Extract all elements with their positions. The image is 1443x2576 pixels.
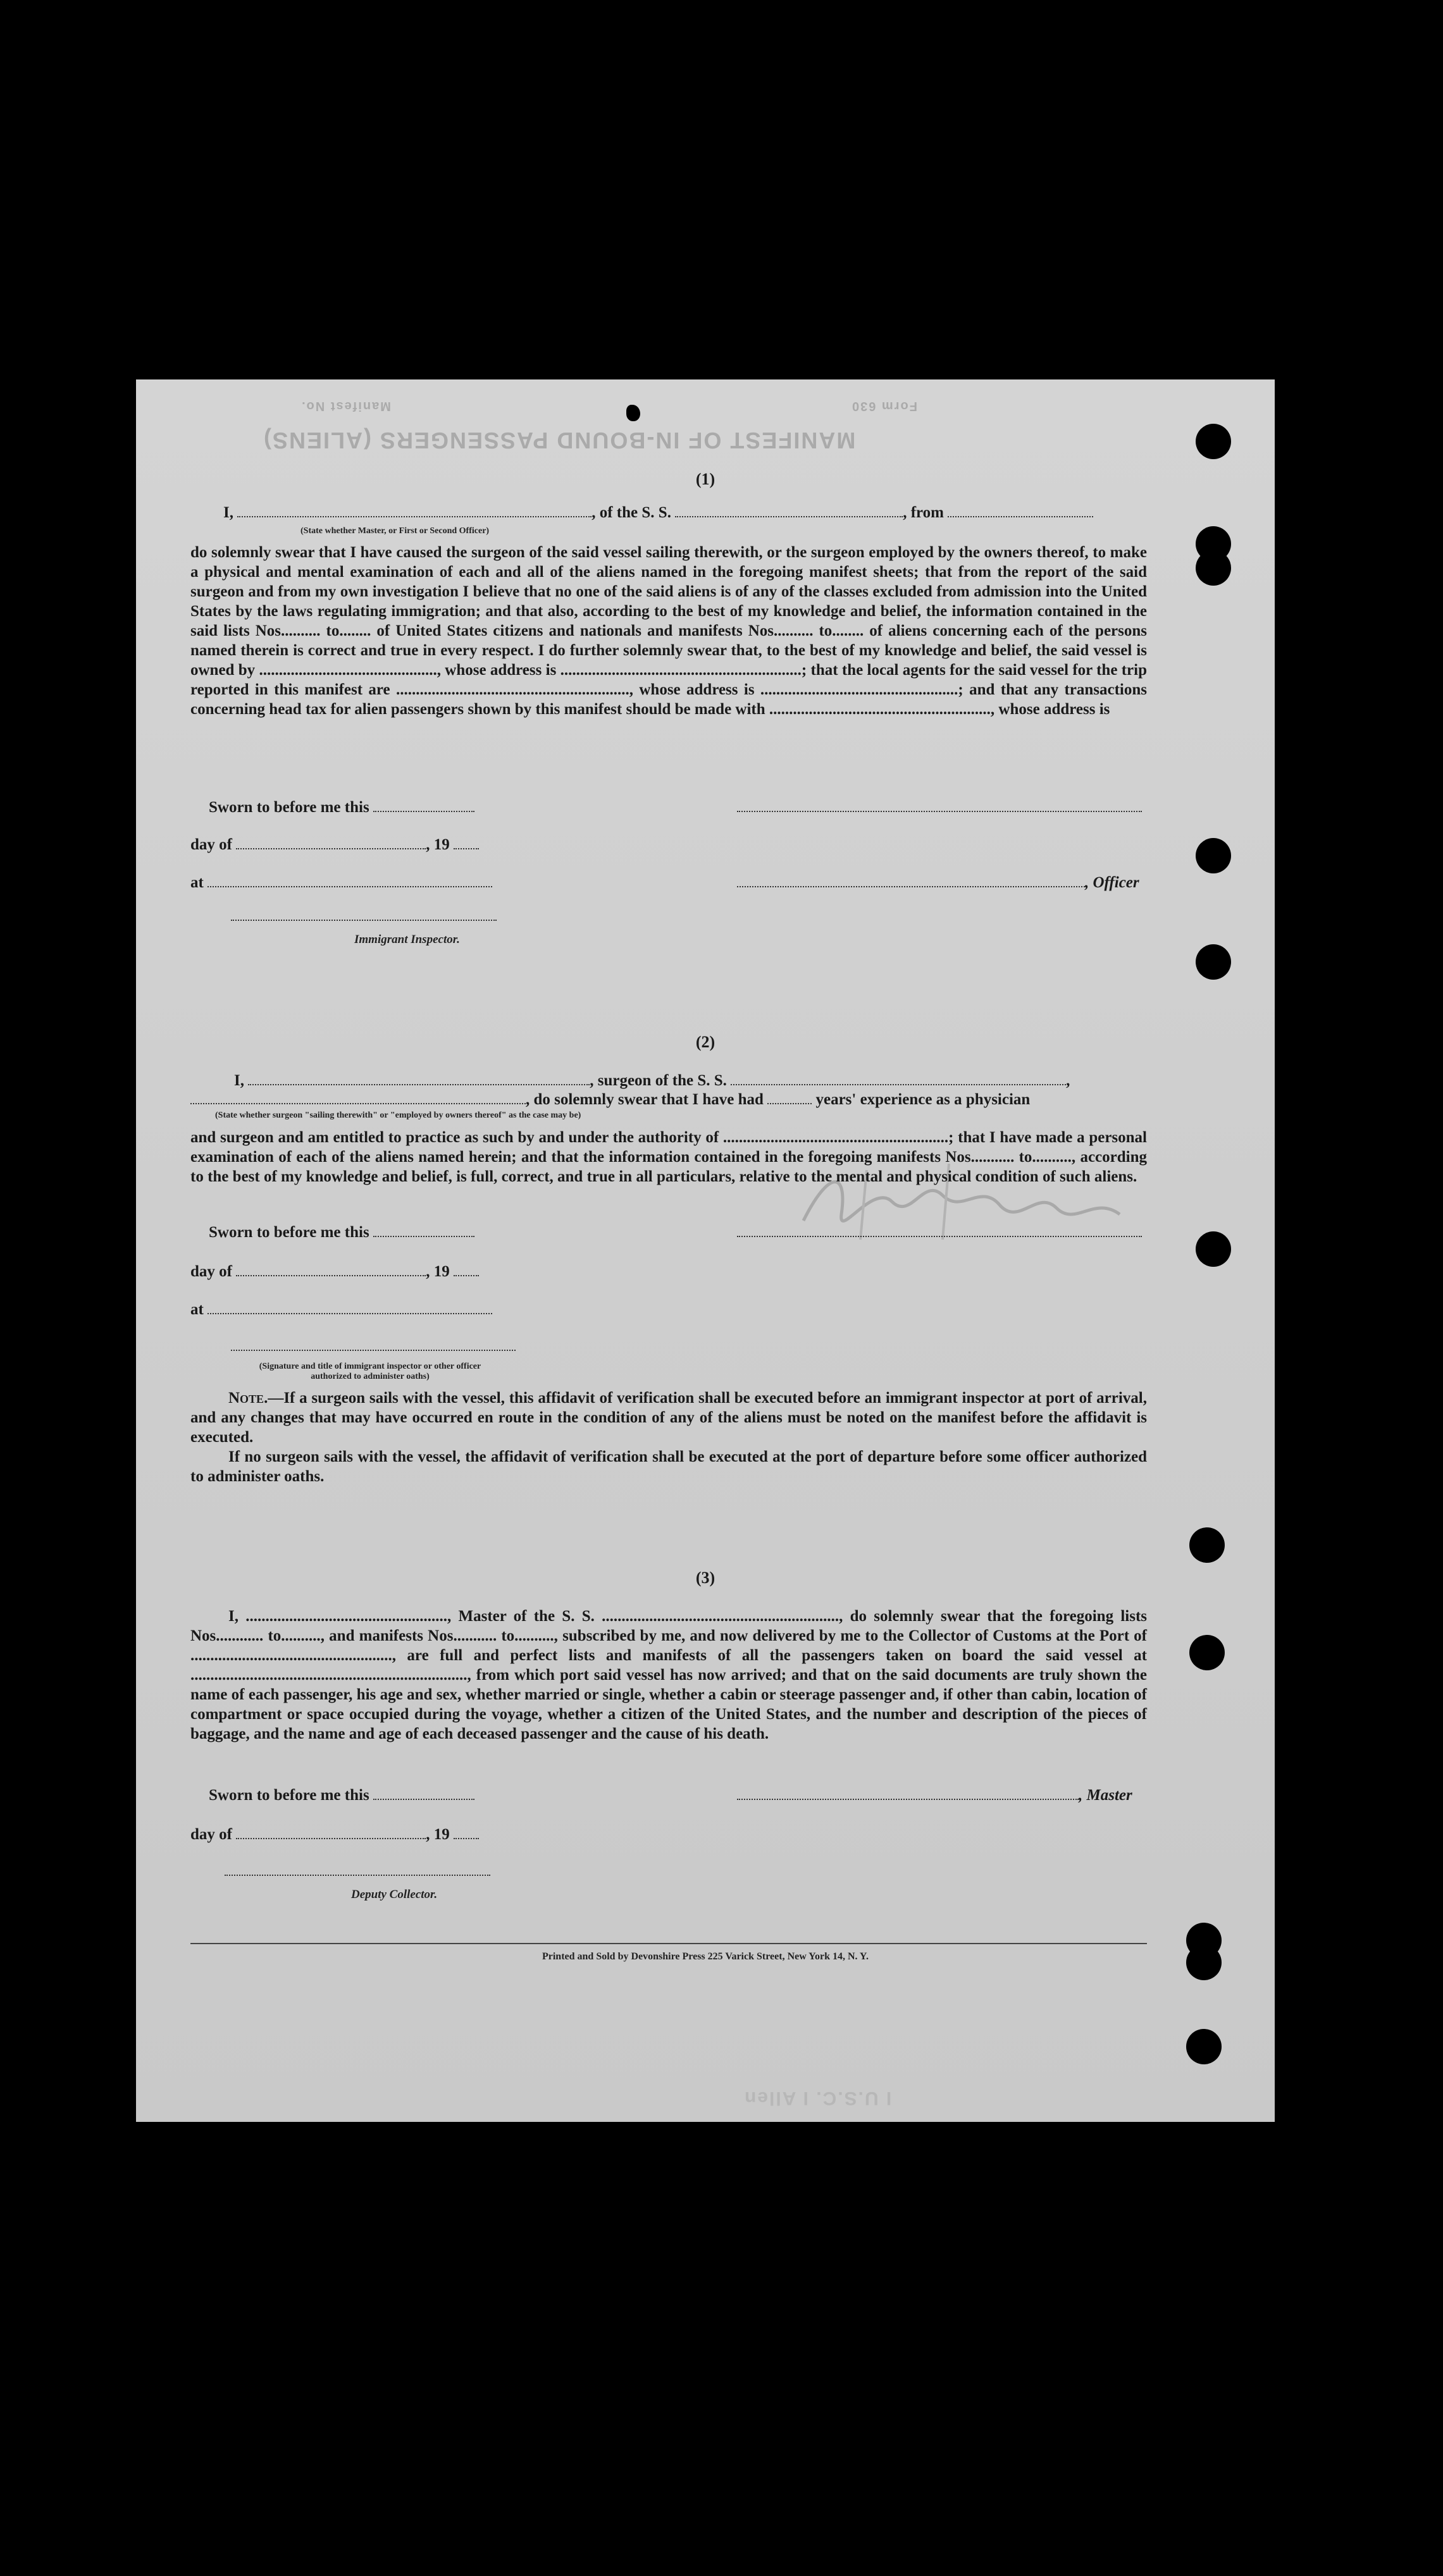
section-2-number: (2): [695, 1033, 715, 1051]
punch-hole: [1189, 1527, 1225, 1563]
section-1-inspector-sig-field[interactable]: [231, 920, 497, 921]
section-1-day-field[interactable]: [236, 848, 426, 849]
section-3-day-field[interactable]: [236, 1838, 426, 1839]
section-1-body: [190, 543, 1147, 719]
section-2-sworn-label: Sworn to before me this: [209, 1224, 369, 1241]
section-1-number: (1): [695, 470, 715, 488]
section-3-master-label: , Master: [1079, 1787, 1132, 1804]
punch-hole: [1196, 1231, 1231, 1267]
section-2-day-field[interactable]: [236, 1275, 426, 1276]
punch-hole: [1186, 1945, 1222, 1980]
section-2-sig-caption: (Signature and title of immigrant inspector or other officer authorized to administer oaths): [259, 1362, 481, 1381]
section-1-officer-line: [737, 874, 1139, 892]
section-3-master-field[interactable]: [737, 1799, 1079, 1800]
section-2-at-label: at: [190, 1301, 204, 1318]
ghost-manifest-number: Manifest No.: [300, 399, 391, 413]
ink-blot: [626, 405, 640, 421]
punch-hole: [1186, 2029, 1222, 2064]
surgeon-name-field[interactable]: [248, 1084, 590, 1085]
ghost-form-number: Form 630: [851, 399, 917, 413]
section-2-line-1: I, , surgeon of the S. S. ,: [234, 1072, 1070, 1089]
punch-hole: [1196, 424, 1231, 459]
section-1-at-label: at: [190, 874, 204, 891]
section-2-vessel-field[interactable]: [731, 1084, 1066, 1085]
section-2-day-line: [190, 1263, 479, 1281]
section-2-signature-field[interactable]: [737, 1236, 1142, 1237]
section-1-year-label: , 19: [426, 836, 450, 853]
section-1-year-field[interactable]: [454, 848, 479, 849]
section-3-body: [190, 1606, 1147, 1744]
section-1-caption: (State whether Master, or First or Second Officer): [300, 526, 490, 536]
section-1-inspector-sig-line: [231, 908, 497, 925]
punch-hole: [1189, 1635, 1225, 1670]
section-2-years: years' experience as a physician: [815, 1091, 1031, 1108]
surgeon-status-field[interactable]: [190, 1103, 526, 1104]
section-2-sworn-date-field[interactable]: [373, 1236, 474, 1237]
footer-rule: [190, 1943, 1147, 1944]
section-1-of-ss: , of the S. S.: [591, 504, 671, 521]
ghost-manifest-title: MANIFEST OF IN-BOUND PASSENGERS (ALIENS): [263, 428, 856, 453]
section-3-number: (3): [695, 1568, 715, 1587]
ghost-bottom-stamp: I U.S.C. I Allen: [743, 2088, 892, 2109]
section-1-from: , from: [903, 504, 944, 521]
section-2-surgeon-of: , surgeon of the S. S.: [590, 1072, 727, 1089]
note-paragraph-1: [190, 1388, 1147, 1447]
section-3-collector-sig-line: [225, 1863, 490, 1880]
section-2-signature-line: [737, 1224, 1142, 1242]
immigrant-inspector-label: Immigrant Inspector.: [354, 933, 460, 946]
note-text-1: —If a surgeon sails with the vessel, this affidavit of verification shall be executed before an immigrant inspector at port of arrival, and any changes that may have occurred en route in the condition of any of the aliens must be noted on the manifest before the affidavit is executed.: [190, 1390, 1147, 1446]
vessel-name-field[interactable]: [675, 516, 903, 517]
section-1-sworn-line: [209, 799, 474, 817]
section-2-sworn-line: [209, 1224, 474, 1242]
section-3-sworn-date-field[interactable]: [373, 1799, 474, 1800]
section-1-sworn-date-field[interactable]: [373, 811, 474, 812]
section-2-at-field[interactable]: [207, 1313, 492, 1314]
section-3-master-line: [737, 1787, 1132, 1804]
section-1-officer-field[interactable]: [737, 886, 1085, 887]
deputy-collector-label: Deputy Collector.: [351, 1888, 438, 1901]
punch-hole: [1196, 550, 1231, 586]
section-2-officer-sig-field[interactable]: [231, 1350, 516, 1351]
section-1-day-label: day of: [190, 836, 232, 853]
section-1-day-line: [190, 836, 479, 854]
printer-imprint: Printed and Sold by Devonshire Press 225 Varick Street, New York 14, N. Y.: [542, 1951, 869, 1962]
section-3-sworn-line: [209, 1787, 474, 1804]
section-3-year-field[interactable]: [454, 1838, 479, 1839]
section-1-officer-label: , Officer: [1085, 874, 1139, 891]
section-2-i: I,: [234, 1072, 244, 1089]
section-2-body-text: and surgeon and am entitled to practice as such by and under the authority of .........................................................; that I have made a personal examination of each of the aliens named herein; and that the information contained in the foregoing manifests Nos........... to.........., according to the best of my knowledge and belief, is full, correct, and true in all particulars, relative to the mental and physical condition of such aliens.: [190, 1129, 1147, 1185]
section-1-at-line: [190, 874, 492, 892]
section-2-officer-sig-line: [231, 1338, 516, 1355]
section-3-year-label: , 19: [426, 1826, 450, 1843]
note-label: Note.: [228, 1390, 268, 1407]
section-2-note: [190, 1388, 1147, 1486]
section-1-oath-line: [223, 504, 1093, 522]
section-2-at-line: [190, 1301, 492, 1319]
section-3-body-text: I, ..................................................., Master of the S. S. ............................................................, do solemnly swear that the foregoing lists Nos............ to.........., and manifests Nos........... to.........., subscribed by me, and now delivered by me to the Collector of Customs at the Port of ..................................................., are full and perfect lists and manifests of all the passengers taken on board the said vessel at ......................................................................, from which port said vessel has now arrived; and that on the said documents are truly shown the name of each passenger, his age and sex, whether married or single, whether a cabin or steerage passenger and, if other than cabin, location of compartment or space occupied during the voyage, whether a citizen of the United States, and the number and description of the pieces of baggage, and the name and age of each deceased passenger and the cause of his death.: [190, 1608, 1147, 1742]
section-3-collector-sig-field[interactable]: [225, 1875, 490, 1876]
section-1-sworn-label: Sworn to before me this: [209, 799, 369, 816]
section-3-sworn-label: Sworn to before me this: [209, 1787, 369, 1804]
master-name-field[interactable]: [237, 516, 591, 517]
section-2-body: [190, 1128, 1147, 1186]
departure-port-field[interactable]: [948, 516, 1093, 517]
section-3-day-line: [190, 1826, 479, 1844]
section-1-signature-field[interactable]: [737, 811, 1142, 812]
section-2-caption: (State whether surgeon "sailing therewith" or "employed by owners thereof" as the case may be): [215, 1111, 581, 1120]
section-2-line-2: [190, 1091, 1030, 1109]
manifest-page: [136, 379, 1275, 2122]
punch-hole: [1196, 838, 1231, 873]
section-1-body-text: do solemnly swear that I have caused the surgeon of the said vessel sailing therewith, or the surgeon employed by the owners thereof, to make a physical and mental examination of each and all of the aliens named in the foregoing manifest sheets; that from the report of the said surgeon and from my own investigation I believe that no one of the said aliens is of any of the classes excluded from admission into the United States by the laws regulating immigration; and that also, according to the best of my knowledge and belief, the information contained in the said lists Nos.......... to........ of United States citizens and nationals and manifests Nos.......... to........ of aliens concerning each of the persons named therein is correct and true in every respect. I do further solemnly swear that, to the best of my knowledge and belief, the said vessel is owned by ............................................., whose address is .............................................................; that the local agents for the said vessel for the trip reported in this manifest are ..........................................................., whose address is ..................................................; and that any transactions concerning head tax for alien passengers shown by this manifest should be made with ........................................................, whose address is: [190, 544, 1147, 718]
section-2-swear: , do solemnly swear that I have had: [526, 1091, 764, 1108]
punch-hole: [1196, 944, 1231, 980]
section-1-at-field[interactable]: [207, 886, 492, 887]
section-2-year-label: , 19: [426, 1263, 450, 1280]
section-1-i: I,: [223, 504, 233, 521]
section-2-day-label: day of: [190, 1263, 232, 1280]
section-3-day-label: day of: [190, 1826, 232, 1843]
years-experience-field[interactable]: [767, 1103, 812, 1104]
section-2-year-field[interactable]: [454, 1275, 479, 1276]
note-paragraph-2: If no surgeon sails with the vessel, the affidavit of verification shall be executed at the port of departure before some officer authorized to administer oaths.: [190, 1448, 1147, 1485]
section-1-signature-line: [737, 799, 1142, 817]
